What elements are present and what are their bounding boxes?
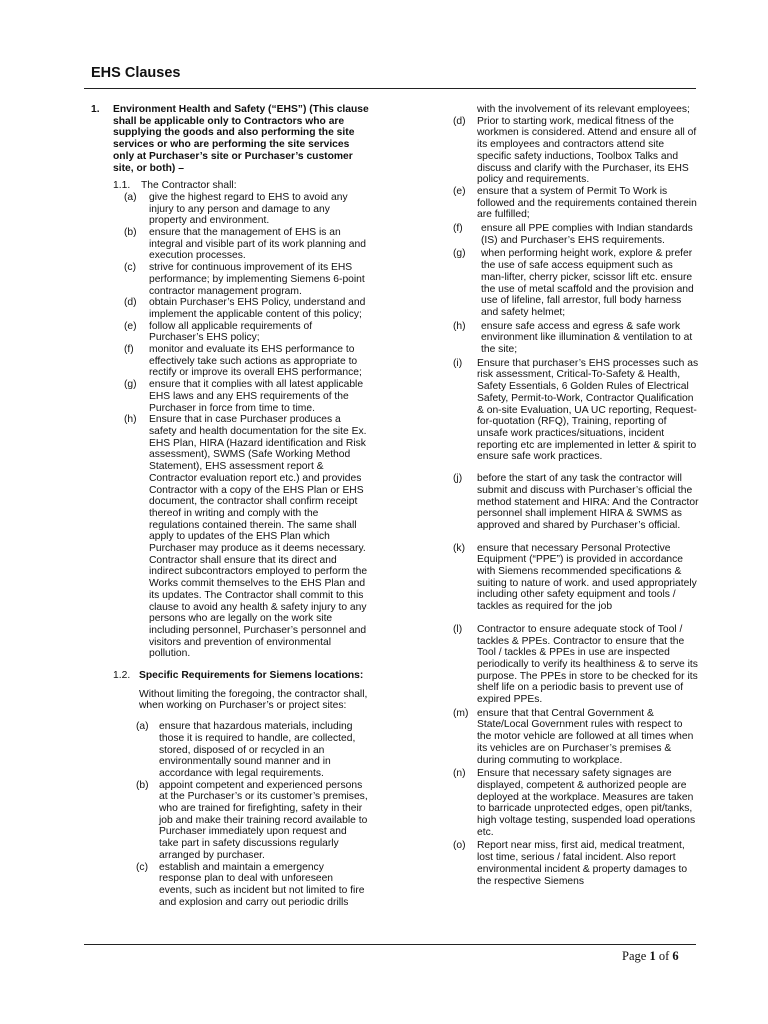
item-label: (f) bbox=[453, 223, 463, 235]
item-text: when performing height work, explore & prefer the use of safe access equipment such as man-lifter, cherry picker, scissor lift etc. ensure the use of metal scaffold and the provision and use of lifeline, fall arrestor, full body harness and safety helmet; bbox=[481, 248, 694, 318]
item-label: (a) bbox=[136, 721, 149, 733]
total-pages: 6 bbox=[672, 949, 679, 963]
item-text: Contractor to ensure adequate stock of Tool / tackles & PPEs. Contractor to ensure that the Tool / tackles & PPEs in use are inspected periodically to verify its healthiness & to serve its purpose. The PPEs in store to be checked for its shelf life on a periodic basis to prevent use of expired PPEs. bbox=[477, 623, 698, 706]
item-text: give the highest regard to EHS to avoid any injury to any person and damage to any property and environment. bbox=[149, 191, 348, 227]
item-label: (h) bbox=[124, 414, 137, 426]
item-label: (g) bbox=[453, 248, 466, 260]
list-item bbox=[91, 297, 369, 320]
item-text: Report near miss, first aid, medical treatment, lost time, serious / fatal incident. Also report environmental incident & property damages to the respective Siemens bbox=[477, 840, 688, 887]
item-text: ensure that it complies with all latest applicable EHS laws and any EHS requirements of the Purchaser in force from time to time. bbox=[149, 379, 364, 414]
list-item bbox=[91, 262, 369, 297]
item-label: (a) bbox=[124, 191, 137, 203]
item-text: establish and maintain a emergency response plan to deal with unforeseen events, such as incident but not limited to fire and explosion and carry out periodic drills bbox=[159, 861, 365, 908]
of-word: of bbox=[658, 949, 670, 963]
item-text: monitor and evaluate its EHS performance to effectively take such actions as appropriate to rectify or improve its overall EHS performance; bbox=[149, 344, 362, 379]
item-text: ensure that a system of Permit To Work is followed and the requirements contained therein are fulfilled; bbox=[477, 185, 697, 221]
continuation-text bbox=[453, 104, 699, 116]
item-label: (h) bbox=[453, 320, 466, 332]
item-text: ensure that that Central Government & State/Local Government rules with respect to the motor vehicle are followed at all times when its vehicles are on Purchaser’s premises & during commuting to workplace. bbox=[477, 707, 694, 766]
item-label: (b) bbox=[124, 227, 137, 239]
item-text: ensure all PPE complies with Indian standards (IS) and Purchaser’s EHS requirements. bbox=[481, 223, 693, 246]
item-label: (n) bbox=[453, 768, 466, 780]
clause-intro bbox=[91, 689, 369, 712]
list-item bbox=[91, 344, 369, 379]
left-column bbox=[91, 104, 369, 908]
list-item bbox=[91, 379, 369, 414]
clause-heading: Specific Requirements for Siemens locations: bbox=[139, 670, 364, 682]
list-item bbox=[91, 192, 369, 227]
list-item bbox=[453, 768, 699, 838]
list-item bbox=[91, 227, 369, 262]
item-text: with the involvement of its relevant employees; bbox=[477, 104, 690, 115]
item-label: (b) bbox=[136, 779, 149, 791]
list-item bbox=[91, 721, 369, 780]
current-page: 1 bbox=[649, 949, 656, 963]
page-number bbox=[622, 949, 679, 964]
section-number: 1. bbox=[91, 104, 100, 115]
item-label: (e) bbox=[453, 185, 466, 197]
footer-divider bbox=[84, 944, 696, 945]
item-text: before the start of any task the contractor will submit and discuss with Purchaser’s official the method statement and HIRA: And the Contractor personnel shall implement HIRA & SWMS as approved and shared by Purchaser’s official. bbox=[477, 473, 699, 531]
item-label: (c) bbox=[136, 861, 149, 873]
list-item bbox=[91, 414, 369, 660]
list-item bbox=[453, 116, 699, 186]
list-item bbox=[91, 862, 369, 909]
list-item bbox=[91, 321, 369, 344]
item-label: (c) bbox=[124, 262, 137, 274]
list-item bbox=[91, 780, 369, 862]
item-label: (d) bbox=[453, 115, 466, 127]
list-item bbox=[453, 708, 699, 767]
header-divider bbox=[84, 88, 696, 89]
page-title: EHS Clauses bbox=[91, 65, 181, 81]
item-text: ensure that the management of EHS is an integral and visible part of its work planning and execution processes. bbox=[149, 227, 366, 262]
item-label: (m) bbox=[453, 707, 469, 719]
clause-1-2-heading bbox=[91, 670, 369, 682]
item-text: appoint competent and experienced persons at the Purchaser’s or its customer’s premises, who are trained for firefighting, safety in their job and make their training record available to Purchaser immediately upon request and take part in safety discussions regularly arranged by purchaser. bbox=[159, 779, 368, 861]
item-text: Prior to starting work, medical fitness of the workmen is considered. Attend and ensure all of its employees and contractors attend site specific safety inductions, Toolbox Talks and discuss and clarify with the Purchaser, its EHS policy and requirements. bbox=[477, 115, 697, 186]
item-label: (f) bbox=[124, 344, 134, 356]
list-item bbox=[453, 543, 699, 613]
list-item bbox=[453, 248, 699, 318]
page-word: Page bbox=[622, 949, 647, 963]
intro-text: Without limiting the foregoing, the contractor shall, when working on Purchaser’s or project sites: bbox=[139, 688, 368, 712]
list-item bbox=[453, 624, 699, 706]
list-item bbox=[453, 358, 699, 463]
item-label: (d) bbox=[124, 297, 137, 309]
section-1 bbox=[91, 104, 369, 174]
list-item bbox=[453, 840, 699, 887]
item-text: Ensure that necessary safety signages are displayed, competent & authorized people are deployed at the workplace. Measures are taken to barricade unprotected edges, open pit/tanks, high voltage testing, suspended load operations etc. bbox=[477, 768, 696, 838]
item-label: (g) bbox=[124, 379, 137, 391]
section-heading: Environment Health and Safety (“EHS”) (This clause shall be applicable only to Contractors who are supplying the goods and also performing the site services or who are performing the site services only at Purchaser’s site or Purchaser’s customer site, or both) – bbox=[113, 104, 369, 174]
item-text: follow all applicable requirements of Purchaser’s EHS policy; bbox=[149, 320, 313, 344]
item-text: strive for continuous improvement of its EHS performance; by implementing Siemens 6-point contractor management program. bbox=[149, 262, 365, 297]
item-text: Ensure that in case Purchaser produces a safety and health documentation for the site Ex. EHS Plan, HIRA (Hazard identification and Risk assessment), SWMS (Safe Working Method Statement), EHS assessment report & Contractor evaluation report etc.) and provides Contractor with a copy of the EHS Plan or EHS document, the contractor shall confirm receipt thereof in writing and comply with the regulations contained therein. The same shall apply to updates of the EHS Plan which Purchaser may produce as it deems necessary. Contractor shall ensure that its direct and indirect subcontractors employed to perform the Works commit themselves to the EHS Plan and its updates. The Contractor shall commit to this clause to avoid any health & safety injury to any persons who are legally on the work site including personnel, Purchaser’s personnel and visitors and prevention of environmental pollution. bbox=[149, 414, 368, 660]
item-text: Ensure that purchaser’s EHS processes such as risk assessment, Critical-To-Safety & Health, Safety Essentials, 6 Golden Rules of Electrical Safety, Permit-to-Work, Contractor Qualification & on-site Evaluation, UA UC reporting, Request-for-quotation (RFQ), Training, reporting of unsafe work practices/situations, incident reporting etc are implemented in letter & spirit to ensure safe work practices. bbox=[477, 357, 699, 463]
clause-number: 1.2. bbox=[113, 670, 131, 682]
list-item bbox=[453, 473, 699, 532]
item-label: (l) bbox=[453, 623, 463, 635]
item-text: ensure that hazardous materials, including those it is required to handle, are collected, stored, disposed of or recycled in an environmentally sound manner and in accordance with legal requirements. bbox=[159, 721, 356, 779]
item-label: (o) bbox=[453, 840, 466, 852]
item-text: obtain Purchaser’s EHS Policy, understand and implement the applicable content of this policy; bbox=[149, 297, 366, 320]
clause-1-1-heading bbox=[91, 180, 369, 192]
clause-number: 1.1. bbox=[113, 180, 131, 192]
list-item bbox=[453, 186, 699, 221]
right-column bbox=[453, 104, 699, 887]
item-label: (j) bbox=[453, 473, 463, 485]
item-label: (k) bbox=[453, 542, 466, 554]
item-label: (e) bbox=[124, 320, 137, 332]
item-text: ensure that necessary Personal Protective Equipment (“PPE”) is provided in accordance with Siemens recommended specifications & suiting to nature of work. and used appropriately including other safety equipment and tools / tackles as required for the job bbox=[477, 542, 697, 613]
list-item bbox=[453, 223, 699, 246]
item-label: (i) bbox=[453, 357, 463, 369]
list-item bbox=[453, 321, 699, 356]
clause-heading: The Contractor shall: bbox=[141, 180, 237, 192]
item-text: ensure safe access and egress & safe work environment like illumination & ventilation to at the site; bbox=[481, 320, 693, 356]
